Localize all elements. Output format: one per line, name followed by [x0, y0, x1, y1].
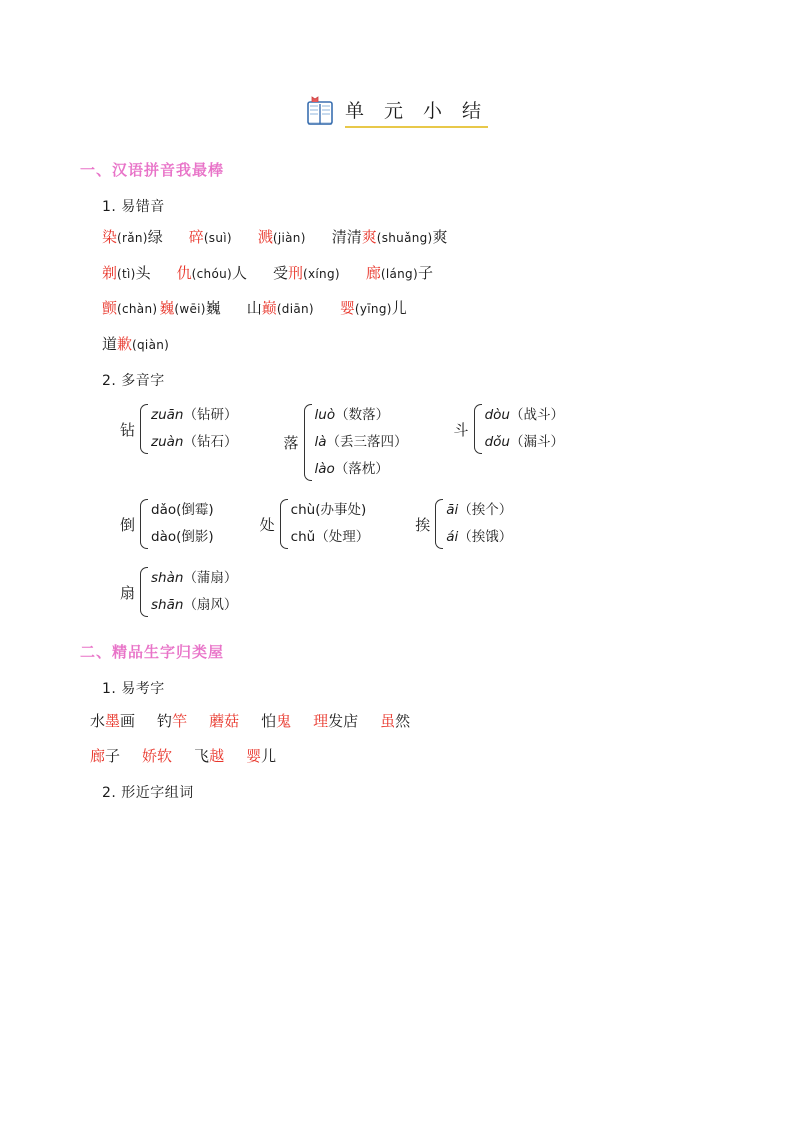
word-prefix: 清清 [331, 228, 362, 246]
pinyin: (diān) [276, 302, 314, 316]
polyphone-group [284, 402, 408, 483]
polyphone-char: 处 [259, 515, 275, 534]
polyphone-reading: dǒu（漏斗） [484, 434, 564, 450]
polyphone-group [120, 497, 214, 551]
pinyin-word [273, 264, 340, 284]
subheading-1-1: 1. 易错音 [102, 199, 165, 215]
word-suffix: 儿 [261, 747, 277, 765]
pinyin-word [258, 228, 306, 248]
polyphone-reading: chù(办事处) [290, 502, 367, 518]
highlight-char: 刑 [288, 263, 304, 282]
highlight-char: 爽 [361, 228, 377, 246]
highlight-char: 婴 [339, 299, 355, 317]
highlight-char: 鬼 [276, 712, 292, 730]
book-icon [305, 95, 335, 129]
pinyin-line [102, 299, 713, 319]
word-line [90, 710, 713, 731]
word-prefix: 怕 [261, 712, 277, 730]
polyphone-reading: shàn（蒲扇） [151, 570, 238, 586]
pinyin: (qiàn) [132, 337, 170, 352]
pinyin-word [340, 299, 407, 319]
pinyin-word [102, 264, 151, 284]
polyphone-reading: dào(倒影) [151, 529, 214, 545]
pinyin: (chóu) [191, 266, 232, 281]
word-suffix: 爽 [432, 228, 448, 246]
vocab-word [194, 745, 224, 766]
highlight-char: 歉 [117, 334, 133, 353]
pinyin: (láng) [380, 266, 418, 281]
word-prefix: 受 [273, 263, 289, 282]
polyphone-group [260, 497, 370, 551]
polyphone-row [120, 497, 713, 551]
section-heading-2: 二、精品生字归类屋 [80, 643, 225, 661]
brace-icon [277, 497, 288, 551]
polyphone-reading: zuàn（钻石） [151, 434, 238, 450]
highlight-char: 越 [209, 747, 225, 765]
polyphone-group [454, 402, 564, 456]
pinyin-word [332, 228, 448, 248]
highlight-char: 婴 [246, 747, 262, 765]
polyphone-reading: dòu（战斗） [484, 407, 564, 423]
vocab-word [246, 745, 276, 766]
highlight-char: 溅 [257, 228, 273, 246]
polyphone-reading: lào（落枕） [314, 461, 389, 477]
polyphone-readings [446, 497, 512, 551]
vocab-word [157, 710, 187, 731]
highlight-char: 剃 [102, 263, 118, 282]
word-prefix: 山 [246, 299, 262, 317]
brace-icon [137, 402, 148, 456]
brace-icon [471, 402, 482, 456]
highlight-char: 娇软 [142, 747, 173, 765]
highlight-char: 颤 [102, 299, 118, 317]
vocab-word [142, 745, 172, 766]
highlight-char: 竿 [172, 712, 188, 730]
polyphone-reading: chǔ（处理） [290, 529, 370, 545]
pinyin-line [102, 228, 713, 248]
word-line [90, 745, 713, 766]
highlight-char: 仇 [176, 263, 192, 282]
word-prefix: 道 [102, 334, 118, 353]
vocab-word [380, 710, 410, 731]
vocab-word [90, 745, 120, 766]
page-title-text: 单 元 小 结 [345, 96, 488, 128]
word-prefix: 水 [90, 712, 106, 730]
subheading-2-1: 1. 易考字 [102, 681, 165, 697]
polyphone-reading: shān（扇风） [151, 597, 238, 613]
highlight-char: 染 [102, 228, 118, 246]
highlight-char: 巅 [261, 299, 277, 317]
word-suffix: 发店 [328, 712, 359, 730]
pinyin-word [366, 264, 433, 284]
vocab-word [261, 710, 291, 731]
polyphone-group [120, 565, 237, 619]
pinyin: (jiàn) [272, 231, 306, 245]
polyphone-readings [151, 565, 237, 619]
vocab-word [90, 710, 135, 731]
word-suffix: 巍 [205, 299, 221, 317]
brace-icon [301, 402, 312, 483]
pinyin: (xíng) [303, 266, 340, 281]
pinyin: (tì) [117, 266, 136, 281]
page-title [80, 95, 713, 129]
polyphone-char: 倒 [120, 515, 136, 534]
highlight-char: 蘑菇 [209, 712, 240, 730]
polyphone-readings [315, 402, 408, 483]
pinyin-word [102, 299, 157, 319]
brace-icon [137, 497, 148, 551]
word-suffix: 子 [417, 263, 433, 282]
vocab-word [209, 710, 239, 731]
polyphone-group [415, 497, 512, 551]
word-prefix: 钓 [157, 712, 173, 730]
pinyin-word [159, 299, 220, 319]
polyphone-char: 扇 [120, 583, 136, 602]
polyphone-readings [485, 402, 564, 456]
polyphone-readings [291, 497, 370, 551]
polyphone-char: 挨 [415, 515, 431, 534]
polyphone-row [120, 402, 713, 483]
polyphone-char: 钻 [120, 420, 136, 439]
brace-icon [137, 565, 148, 619]
highlight-char: 巍 [159, 299, 175, 317]
pinyin-line [102, 335, 713, 355]
highlight-char: 墨 [105, 712, 121, 730]
brace-icon [432, 497, 443, 551]
pinyin: (suì) [203, 231, 232, 245]
section-heading-1: 一、汉语拼音我最棒 [80, 161, 225, 179]
polyphone-reading: zuān（钻研） [151, 407, 238, 423]
polyphone-readings [151, 497, 214, 551]
pinyin: (rǎn) [117, 231, 148, 245]
polyphone-readings [151, 402, 237, 456]
word-suffix: 儿 [391, 299, 407, 317]
highlight-char: 廊 [90, 747, 106, 765]
word-suffix: 子 [105, 747, 121, 765]
pinyin: (yīng) [354, 302, 392, 316]
pinyin-word [189, 228, 232, 248]
pinyin: (shuǎng) [376, 231, 433, 245]
pinyin-word [247, 299, 314, 319]
polyphone-reading: dǎo(倒霉) [151, 502, 214, 518]
highlight-char: 理 [313, 712, 329, 730]
word-suffix: 头 [135, 263, 151, 282]
pinyin: (wēi) [174, 302, 206, 316]
polyphone-char: 落 [283, 434, 299, 452]
polyphone-reading: ái（挨饿） [446, 529, 513, 545]
subheading-1-2: 2. 多音字 [102, 373, 165, 389]
highlight-char: 碎 [188, 228, 204, 246]
pinyin: (chàn) [117, 302, 158, 316]
word-suffix: 绿 [147, 228, 163, 246]
vocab-word [313, 710, 358, 731]
word-prefix: 飞 [194, 747, 210, 765]
word-suffix: 然 [395, 712, 411, 730]
polyphone-row [120, 565, 713, 619]
pinyin-word [177, 264, 247, 284]
polyphone-reading: āi（挨个） [446, 502, 513, 518]
polyphone-reading: là（丢三落四） [314, 434, 408, 450]
subheading-2-2: 2. 形近字组词 [102, 785, 194, 801]
polyphone-reading: luò（数落） [314, 407, 390, 423]
highlight-char: 廊 [365, 263, 381, 282]
polyphone-char: 斗 [453, 420, 469, 439]
highlight-char: 虽 [380, 712, 396, 730]
polyphone-group [120, 402, 238, 456]
pinyin-line [102, 264, 713, 284]
word-suffix: 画 [120, 712, 136, 730]
pinyin-word [102, 228, 163, 248]
word-suffix: 人 [231, 263, 247, 282]
pinyin-word [102, 335, 169, 355]
